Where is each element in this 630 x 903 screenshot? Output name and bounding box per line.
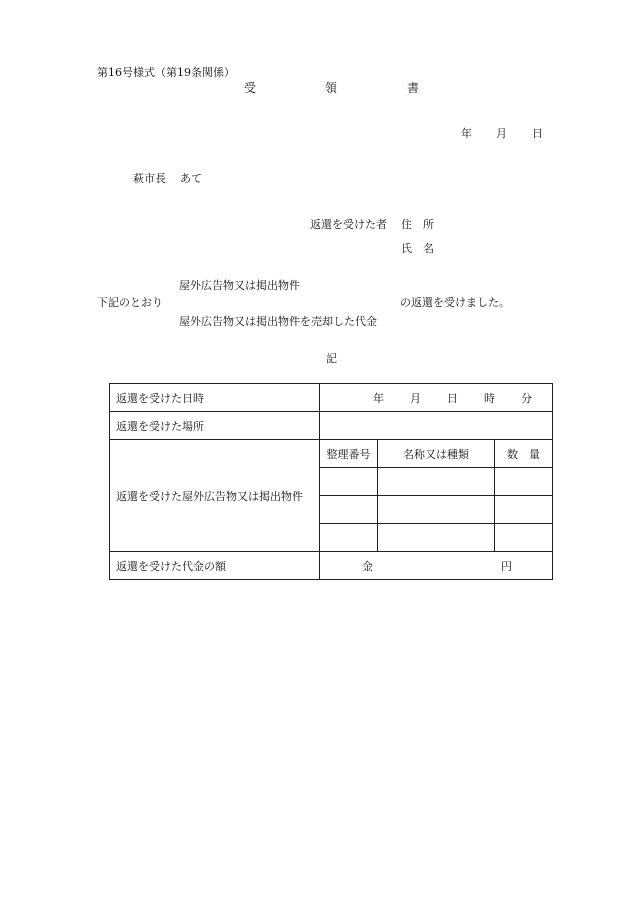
title-char-3: 書 [407,81,420,95]
items-cell [378,496,495,524]
body-option-2: 屋外広告物又は掲出物件を売却した代金 [179,315,377,328]
recipient-label: 返還を受けた者 [310,218,387,231]
place-value [320,412,553,440]
title-char-2: 領 [325,81,338,95]
table-row-place [110,412,553,440]
dt-minute: 分 [521,391,532,405]
place-label: 返還を受けた場所 [110,412,320,440]
items-label: 返還を受けた屋外広告物又は掲出物件 [110,440,320,552]
recipient-name-label: 氏 名 [401,242,434,255]
items-header-number: 整理番号 [320,440,378,468]
items-cell [320,468,378,496]
amount-prefix: 金 [362,559,373,573]
date-year: 年 [461,127,472,140]
table-row-amount [110,552,553,580]
table-row-items-header [110,440,553,468]
title-char-1: 受 [244,81,257,95]
items-header-name: 名称又は種類 [378,440,495,468]
datetime-label: 返還を受けた日時 [110,384,320,412]
date-month: 月 [496,127,507,140]
form-number: 第16号様式（第19条関係） [97,66,235,79]
body-suffix: の返還を受けました。 [400,296,510,309]
date-day: 日 [532,127,543,140]
amount-label: 返還を受けた代金の額 [110,552,320,580]
receipt-table [109,383,553,580]
items-cell [495,468,553,496]
amount-value [320,552,553,580]
items-cell [495,524,553,552]
body-option-1: 屋外広告物又は掲出物件 [179,279,300,292]
amount-unit: 円 [501,559,512,573]
dt-month: 月 [410,391,421,405]
ki-heading: 記 [326,352,337,365]
recipient-address-label: 住 所 [401,218,434,231]
body-prefix: 下記のとおり [97,296,163,309]
addressee-suffix: あて [180,172,202,185]
items-header-quantity: 数 量 [495,440,553,468]
addressee-name: 萩市長 [133,172,166,185]
items-cell [320,496,378,524]
dt-year: 年 [373,391,384,405]
dt-day: 日 [447,391,458,405]
items-cell [320,524,378,552]
items-cell [495,496,553,524]
items-cell [378,524,495,552]
dt-hour: 時 [484,391,495,405]
table-row-datetime [110,384,553,412]
datetime-value [320,384,553,412]
items-cell [378,468,495,496]
